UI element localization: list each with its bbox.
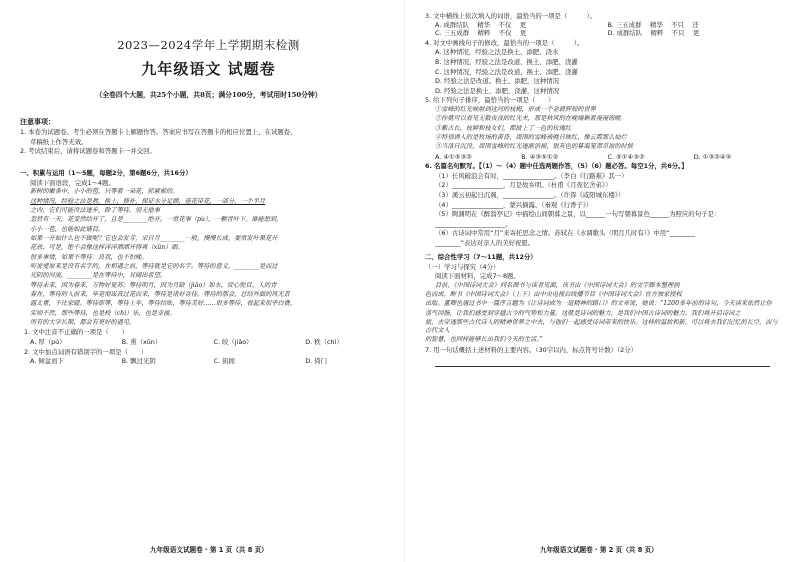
recitation-line[interactable]: ______________________。 bbox=[435, 219, 512, 228]
passage-line: 花放，可是，绝不会像这样洋洋洒洒开得爽（xūn）眼。 bbox=[30, 244, 184, 252]
notice-1b: 草稿纸上作答无效。 bbox=[30, 137, 88, 146]
recitation-line[interactable]: （2）________________，月是故乡明。（杜甫《月夜忆舍弟》） bbox=[435, 181, 612, 190]
reading-passage bbox=[20, 188, 397, 327]
question-5-options bbox=[425, 153, 780, 161]
question-6: 6. 名篇名句默写。【（1）～（4）题中任选两题作答，（5）（6）题必答。每空1分，共6分。】 bbox=[425, 162, 688, 171]
exam-page-2 bbox=[405, 0, 794, 562]
passage-line: 这种情况，经验之法是教，换土，修补，保证水分足额，连花带花，一部分，一个半月 bbox=[30, 197, 266, 205]
recitation-line[interactable]: （3）溪云初起日沉阁，________________。（许浑《咸阳城东楼》） bbox=[435, 191, 625, 200]
passage-line: 新树的嫩条中，小小的苞，只等着一朵花，抓紧萦的。 bbox=[30, 188, 179, 196]
passage-line: 之内，它们可能没法逐步，除了等待，别无他事 bbox=[30, 207, 160, 215]
passage-line: 春在，等待的人前来，毕竟彻谋真过花而来，等待是诸好奇待，等待的那会，总结外面的风光景 bbox=[30, 291, 290, 299]
recitation-line[interactable]: （1）长风破浪会有时，________________。（李白《行路难》其一） bbox=[435, 171, 628, 180]
passage-line: 小小一苞，也能如此铺目。 bbox=[30, 225, 105, 233]
passage-line: 听说爱原来是没有名字的，在相遇之前，等待就是它的名字。等待的意义，________是而过 bbox=[30, 263, 278, 271]
option-d[interactable]: D. 成群结队 精粹 不只 更 bbox=[607, 29, 700, 38]
material-passage bbox=[425, 282, 780, 344]
option-d[interactable]: D. 经验之法是改道。换土、添肥，这种情况 bbox=[435, 77, 560, 86]
option-a[interactable]: A. 厚（pú） bbox=[30, 338, 66, 347]
question-5: 5. 给下列句子排序，最恰当的一项是（ ） bbox=[425, 96, 555, 105]
exam-title: 2023—2024学年上学期期末检测 bbox=[117, 38, 300, 52]
passage-line: 实则不然，那些等待，也是校（chì）乐，也是幸福。 bbox=[30, 309, 176, 317]
option-c[interactable]: C. 皎（jiǎo） bbox=[213, 338, 253, 347]
material-line: 出版。董卿也通过书中一篇序言题为《让诗词成为一道精神的路口》的文章说，她说：“1200多年前的诗句，今天读来依然让你 bbox=[425, 300, 772, 308]
material-line: 落气回肠，让我们感受到穿越古今的气势和力量。这就是诗词的魅力，是我们中国古诗词的魅力。我们将开启诗词之 bbox=[425, 309, 741, 317]
material-line: 目前，《中国诗词大会》同名图书与读者见面，该书由《中国诗词大会》的文字脚本整理润 bbox=[435, 281, 680, 289]
option-d[interactable]: D. 秩（chì） bbox=[305, 338, 343, 347]
question-2: 2. 文中加点词语有错别字的一项是（ ） bbox=[24, 347, 148, 356]
option-a[interactable]: A. 成群结队 精华 不仅 更 bbox=[435, 21, 527, 30]
material-line: 色而成。断书《中国诗词大会》（上下）由中央电视台线播节目《中国诗词大会》官方独家授权 bbox=[425, 291, 682, 299]
question-1-options bbox=[20, 338, 397, 346]
sentence-item: ⑤当落日沉没，周围雪峰的红光逐渐消褪，银灰色的暮霭笼罩草原的时候 bbox=[435, 143, 633, 151]
option-b[interactable]: B. 三五成群 精华 不只 还 bbox=[607, 21, 699, 30]
question-2-options bbox=[20, 357, 397, 365]
option-d[interactable]: D. ①③②④⑤ bbox=[693, 152, 732, 161]
option-c[interactable]: C. 这种情况，经验之法是改道，换土、添肥、浇灌 bbox=[435, 67, 578, 76]
recitation-line[interactable]: （6）古诗词中常用“月”来寄托思念之情。苏轼在《水调歌头（明月几时有）》中用“________ bbox=[435, 229, 696, 238]
option-c[interactable]: C. 街拥 bbox=[213, 357, 235, 366]
notice-1a: 1. 本卷为试题卷。考生必须在答题卡上解题作答。答案应书写在答题卡的相应位置上，在试题卷、 bbox=[20, 127, 297, 136]
passage-line: 忽然有一天，花变然结开了，且是________绝开。一常花事（pù），一颗青叶下。谁能想到， bbox=[30, 216, 283, 224]
section-1-heading: 一、积累与运用（1～5题，每题2分，第6题6分，共16分） bbox=[20, 169, 192, 178]
recitation-line[interactable]: ________”表达对亲人的美好祝愿。 bbox=[435, 239, 535, 247]
option-b[interactable]: B. 熏（xūn） bbox=[121, 338, 162, 347]
option-b[interactable]: B. ④③⑤①② bbox=[521, 152, 559, 161]
sentence-item: ③紫古长，枝鲜和枝女们，都披上了一色的玫瑰红 bbox=[435, 124, 572, 132]
question-3: 3. 文中横线上依次填入的词语，最恰当的一项是（ ）。 bbox=[425, 11, 597, 20]
sentence-item: ②你就可以看见无数夜夜的红光夫，那是秋风的在晚端剿着漫漫海晚 bbox=[435, 115, 621, 123]
option-b[interactable]: B. 这种情况，经验之法是改道、换土、添肥、浇灌 bbox=[435, 57, 578, 66]
notice-title: 注意事项： bbox=[20, 117, 55, 126]
recitation-line[interactable]: （4）________________，蒙兴摘露。（秦观《行香子》） bbox=[435, 200, 593, 209]
recitation-line[interactable]: （5）陶渊明在《醉翁亭记》中描绘山间朝暮之景，以______一句写朝暮景色______为照应的句子是： bbox=[435, 210, 721, 219]
sentence-item: ④特别诱人的是牧场的黄昏，周围的雪峰被晚日映红，像云霞那么灿烂 bbox=[435, 133, 627, 141]
page-footer: 九年级语文试题卷 · 第 2 页（共 8 页） bbox=[540, 545, 658, 554]
option-c[interactable]: C. 三五成群 精粹 不仅 更 bbox=[435, 29, 527, 38]
passage-line: 所有的大学长期，都会有更好的遇见。 bbox=[30, 319, 136, 327]
material-line: 的智慧，也同样能够长出我们今天的生活。” bbox=[425, 336, 543, 344]
option-a[interactable]: A. ④①⑤③② bbox=[435, 152, 472, 161]
option-a[interactable]: A. 这种情况，经验之法是换土、添肥、浇水 bbox=[435, 48, 559, 57]
material-line: 旅，去穿透那些古代诗人的精神世界之中去，与他们一起感受诗词带来的快乐。这样的温故和新，可以将去我们记忆的长空，而与古代文人 bbox=[425, 319, 778, 334]
option-c[interactable]: C. ⑤①④③② bbox=[607, 152, 645, 161]
page-footer: 九年级语文试题卷 · 第 1 页（共 8 页） bbox=[150, 545, 268, 554]
reading-intro: 阅读下面语段，完成1～4题。 bbox=[30, 178, 115, 187]
exam-subtitle: 九年级语文 试题卷 bbox=[141, 60, 276, 79]
option-b[interactable]: B. 飘过光阴 bbox=[121, 357, 156, 366]
passage-line: 露太重，不比家暖。等待耶等，等待上车，等待结账，等待美好……很多等待，看起来似乎白费， bbox=[30, 300, 297, 308]
passage-line: 等待未来，因为春来，万物好复苏；等待明月，因为月缺（jiǎo）如水，赏心悦目。人的青 bbox=[30, 281, 277, 289]
section-2-heading: 二、综合性学习（7～11题，共12分） bbox=[425, 253, 537, 261]
sentence-item: ①雪峰的红光映射到这河的枝梅，形成一个金碧辉煌的世界 bbox=[435, 105, 596, 113]
passage-line: 如果一开始什么也不做呢？它也会发芽，采日月________一般，慢慢长成，要常发叶果花开 bbox=[30, 235, 278, 243]
answer-line[interactable] bbox=[435, 357, 770, 367]
material-intro: 阅读下面材料，完成7～8题。 bbox=[435, 272, 520, 281]
option-d-alt[interactable]: D. 经验之法是换土、添肥、浇灌，这种情况 bbox=[435, 86, 560, 95]
notice-2: 2. 考试结束后，请将试题卷和答题卡一并交回。 bbox=[20, 147, 156, 156]
passage-line: 很多事情，如果不等待：良我，也不怕晚。 bbox=[30, 253, 148, 261]
exam-note: （全卷四个大题，共25个小题，共8页；满分100分，考试用时150分钟） bbox=[95, 91, 322, 100]
question-1: 1. 文中注音不正确的一项是（ ） bbox=[24, 328, 128, 337]
passage-line: 光阴的河流，________是在等待中，耳阔出希望。 bbox=[30, 272, 167, 280]
option-a[interactable]: A. 倾盆而下 bbox=[30, 357, 64, 366]
option-d[interactable]: D. 倚门 bbox=[305, 357, 328, 366]
subsection-heading: （一）学习与探究（4分） bbox=[425, 262, 500, 271]
question-7: 7. 用一句话概括上述材料的主要内容。（30字以内，标点符号计数）（2分） bbox=[425, 345, 638, 354]
question-3-options bbox=[425, 21, 780, 37]
question-4: 4. 对文中画线句子的修改，最恰当的一项是（ ）。 bbox=[425, 38, 584, 47]
